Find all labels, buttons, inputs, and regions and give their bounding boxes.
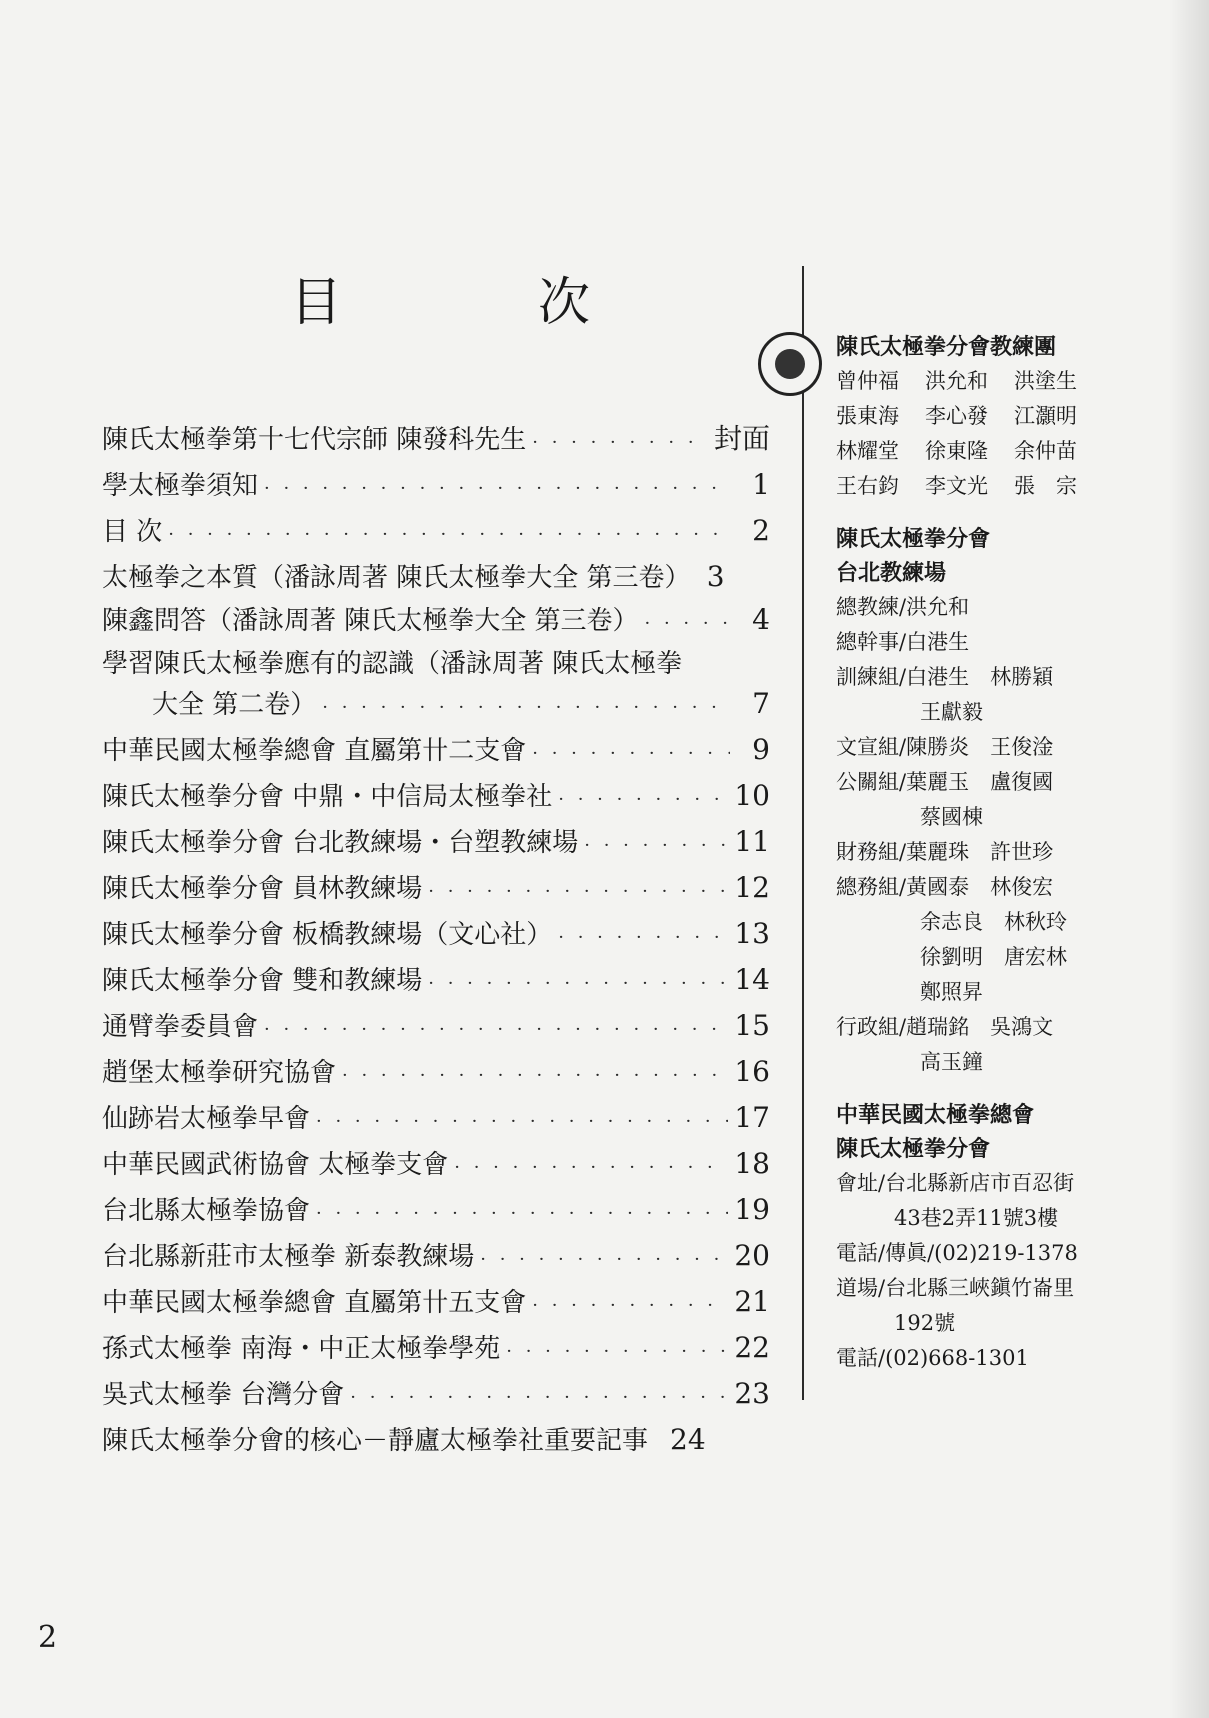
toc-page: 18 [734, 1147, 770, 1180]
address-line: 43巷2弄11號3樓 [894, 1206, 1059, 1230]
toc-title: 吳式太極拳 台灣分會 [102, 1380, 345, 1410]
toc-page: 4 [752, 603, 770, 636]
staff-line: 文宣組/陳勝炎 王俊淦 [836, 735, 1054, 759]
toc-page: 21 [734, 1285, 770, 1318]
toc-page: 23 [734, 1377, 770, 1410]
toc-leader [558, 917, 728, 959]
toc-page: 2 [752, 514, 770, 547]
org-header: 中華民國太極拳總會 [836, 1102, 1035, 1128]
phone-line: 電話/(02)668-1301 [836, 1346, 1029, 1370]
toc-page: 封面 [713, 422, 770, 455]
toc-leader [428, 871, 728, 913]
toc-title: 中華民國太極拳總會 直屬第卄五支會 [102, 1288, 527, 1318]
title-char-1: 目 [290, 272, 343, 333]
staff-line: 訓練組/白港生 林勝穎 [836, 665, 1054, 689]
coaches-row [836, 434, 1136, 469]
page-number: 2 [38, 1620, 58, 1655]
address-line: 道場/台北縣三峽鎭竹崙里 [836, 1276, 1075, 1300]
staff-line: 行政組/趙瑞銘 吳鴻文 [836, 1015, 1054, 1039]
toc-entry [102, 729, 770, 775]
coaches-row [836, 399, 1136, 434]
toc-entry [102, 1327, 770, 1373]
address-line: 192號 [894, 1311, 956, 1335]
toc-page: 14 [734, 963, 770, 996]
coach-name: 徐東隆 [925, 439, 988, 463]
toc-page: 10 [734, 779, 770, 812]
table-of-contents [102, 418, 770, 1462]
coaches-row [836, 469, 1136, 504]
toc-leader [532, 422, 708, 464]
toc-leader [316, 1101, 728, 1143]
address-line: 會址/台北縣新店市百忍街 [836, 1171, 1075, 1195]
toc-page: 3 [706, 560, 725, 593]
coach-name: 李文光 [925, 474, 988, 498]
toc-title: 陳氏太極拳分會 員林教練場 [102, 874, 423, 904]
toc-title: 學太極拳須知 [102, 471, 259, 501]
toc-leader [428, 963, 728, 1005]
page-title [290, 262, 590, 332]
toc-leader [350, 1377, 728, 1419]
toc-leader [506, 1331, 728, 1373]
toc-leader [264, 468, 730, 510]
toc-entry [102, 1143, 770, 1189]
toc-title: 趙堡太極拳研究協會 [102, 1058, 337, 1088]
toc-entry [102, 599, 770, 645]
title-char-2: 次 [537, 272, 590, 333]
taipei-header: 陳氏太極拳分會 [836, 526, 991, 552]
coach-name: 江灝明 [1014, 404, 1077, 428]
toc-page: 22 [734, 1331, 770, 1364]
staff-line: 總務組/黃國泰 林俊宏 [836, 875, 1054, 899]
toc-entry [102, 418, 770, 464]
column-divider [802, 266, 804, 1400]
toc-title: 台北縣太極拳協會 [102, 1196, 311, 1226]
staff-line: 徐劉明 唐宏林 [920, 945, 1067, 969]
toc-page: 9 [752, 733, 770, 766]
toc-title: 陳氏太極拳分會 台北教練場・台塑教練場 [102, 828, 579, 858]
seal-figure [775, 349, 805, 379]
sidebar-info [836, 330, 1136, 1376]
toc-page: 7 [752, 687, 770, 720]
toc-page: 11 [734, 825, 770, 858]
org-subheader: 陳氏太極拳分會 [836, 1136, 991, 1162]
toc-leader [322, 687, 730, 729]
toc-entry [102, 867, 770, 913]
toc-entry [102, 959, 770, 1005]
staff-line: 公關組/葉麗玉 盧復國 [836, 770, 1054, 794]
section-gap [836, 504, 1136, 522]
toc-entry [102, 1419, 770, 1462]
toc-entry [102, 821, 770, 867]
toc-title: 陳氏太極拳分會 雙和教練場 [102, 966, 423, 996]
toc-page: 13 [734, 917, 770, 950]
toc-entry [102, 1235, 770, 1281]
toc-page: 16 [734, 1055, 770, 1088]
toc-entry [102, 1373, 770, 1419]
toc-title: 仙跡岩太極拳早會 [102, 1104, 311, 1134]
toc-leader [454, 1147, 728, 1189]
toc-entry-continued [102, 683, 770, 729]
toc-leader [342, 1055, 728, 1097]
toc-entry [102, 1005, 770, 1051]
toc-title: 通臂拳委員會 [102, 1012, 259, 1042]
toc-title: 中華民國太極拳總會 直屬第卄二支會 [102, 736, 527, 766]
staff-line: 財務組/葉麗珠 許世珍 [836, 840, 1054, 864]
toc-leader [532, 733, 730, 775]
coach-name: 洪塗生 [1014, 369, 1077, 393]
taipei-subheader: 台北教練場 [836, 560, 947, 586]
toc-entry [102, 556, 770, 599]
toc-title: 陳氏太極拳分會 板橋教練場（文心社） [102, 920, 553, 950]
toc-entry [102, 1189, 770, 1235]
phone-line: 電話/傳眞/(02)219-1378 [836, 1241, 1078, 1265]
toc-page: 17 [734, 1101, 770, 1134]
coaches-row [836, 364, 1136, 399]
coach-name: 林耀堂 [836, 439, 899, 463]
toc-entry [102, 913, 770, 959]
toc-page: 24 [670, 1423, 706, 1456]
toc-leader [645, 603, 730, 645]
toc-entry [102, 1051, 770, 1097]
toc-entry [102, 464, 770, 510]
coach-name: 洪允和 [925, 369, 988, 393]
staff-line: 總幹事/白港生 [836, 630, 970, 654]
section-gap [836, 1080, 1136, 1098]
toc-title: 大全 第二卷） [152, 690, 317, 720]
toc-page: 19 [734, 1193, 770, 1226]
toc-leader [584, 825, 728, 867]
toc-title: 學習陳氏太極拳應有的認識（潘詠周著 陳氏太極拳 [102, 649, 683, 679]
coach-name: 李心發 [925, 404, 988, 428]
coach-name: 張 宗 [1014, 474, 1077, 498]
toc-leader [532, 1285, 728, 1327]
toc-entry [102, 645, 770, 683]
toc-title: 孫式太極拳 南海・中正太極拳學苑 [102, 1334, 501, 1364]
toc-title: 目 次 [102, 517, 163, 547]
toc-entry [102, 1281, 770, 1327]
toc-page: 15 [734, 1009, 770, 1042]
toc-title: 中華民國武術協會 太極拳支會 [102, 1150, 449, 1180]
toc-title: 太極拳之本質（潘詠周著 陳氏太極拳大全 第三卷） [102, 563, 691, 593]
staff-line: 余志良 林秋玲 [920, 910, 1067, 934]
toc-leader [558, 779, 728, 821]
toc-leader [264, 1009, 728, 1051]
toc-leader [316, 1193, 728, 1235]
staff-line: 蔡國棟 [920, 805, 983, 829]
toc-title: 陳氏太極拳分會 中鼎・中信局太極拳社 [102, 782, 553, 812]
toc-page: 12 [734, 871, 770, 904]
staff-line: 高玉鐘 [920, 1050, 983, 1074]
staff-line: 鄭照昇 [920, 980, 983, 1004]
association-seal-icon [758, 332, 822, 396]
toc-entry [102, 510, 770, 556]
toc-page: 20 [734, 1239, 770, 1272]
coach-name: 余仲苗 [1014, 439, 1077, 463]
page-edge-shadow [1169, 0, 1209, 1718]
coach-name: 曾仲福 [836, 369, 899, 393]
staff-line: 王獻毅 [920, 700, 983, 724]
toc-leader [480, 1239, 728, 1281]
toc-leader [168, 514, 730, 556]
toc-title: 台北縣新莊市太極拳 新泰教練場 [102, 1242, 475, 1272]
staff-line: 總教練/洪允和 [836, 595, 970, 619]
toc-entry [102, 1097, 770, 1143]
toc-title: 陳鑫問答（潘詠周著 陳氏太極拳大全 第三卷） [102, 606, 639, 636]
toc-title: 陳氏太極拳分會的核心－靜廬太極拳社重要記事 [102, 1426, 649, 1456]
coach-name: 王右鈞 [836, 474, 899, 498]
toc-title: 陳氏太極拳第十七代宗師 陳發科先生 [102, 425, 527, 455]
toc-entry [102, 775, 770, 821]
coaches-header: 陳氏太極拳分會教練團 [836, 334, 1057, 360]
toc-page: 1 [752, 468, 770, 501]
coach-name: 張東海 [836, 404, 899, 428]
